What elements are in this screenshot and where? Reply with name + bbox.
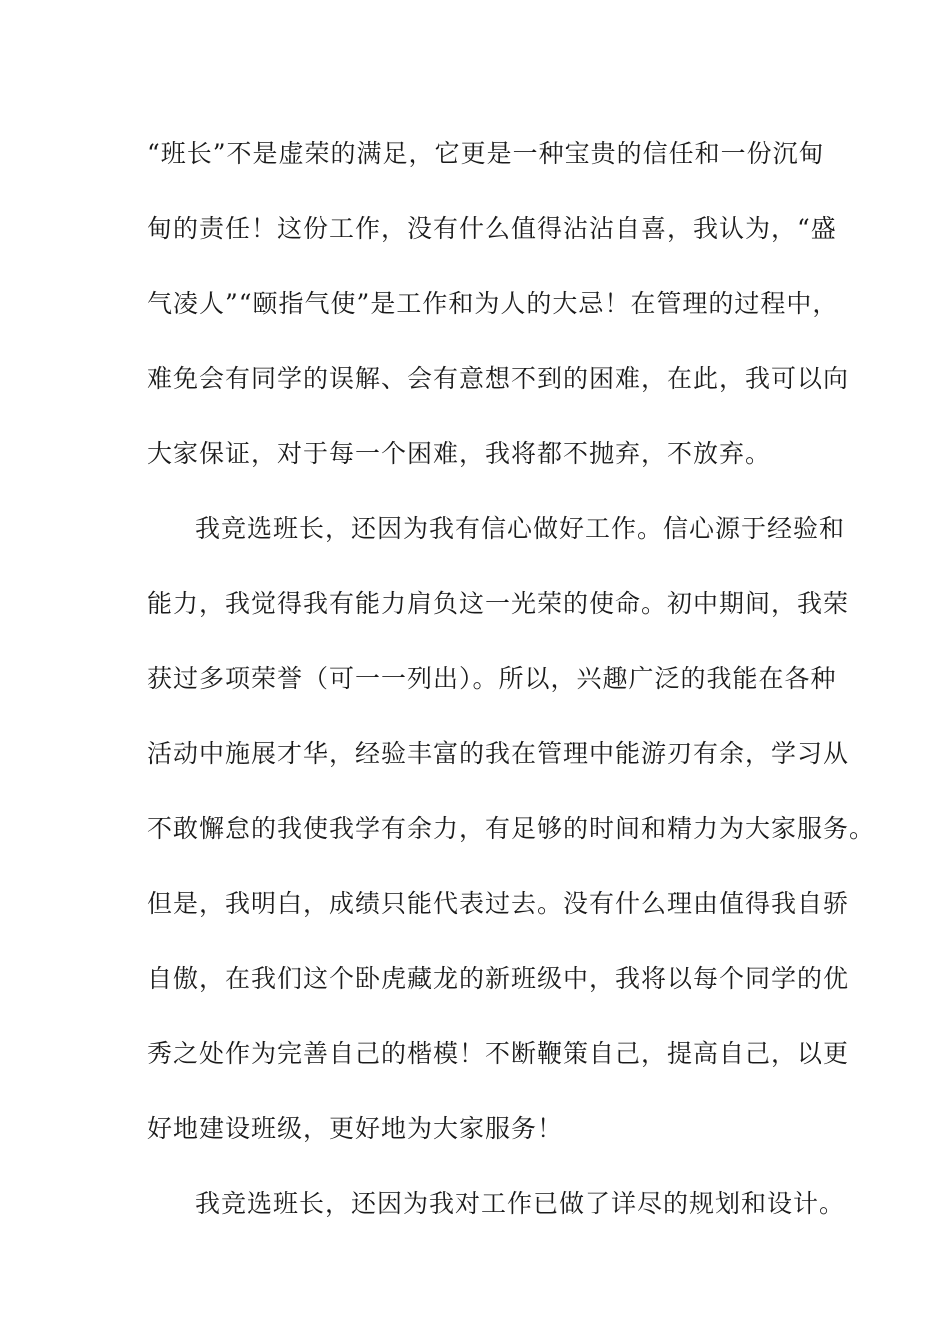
text-line-12: 自傲，在我们这个卧虎藏龙的新班级中，我将以每个同学的优 xyxy=(147,964,850,993)
text-line-15: 我竞选班长，还因为我对工作已做了详尽的规划和设计。 xyxy=(195,1189,846,1218)
text-line-2: 甸的责任！这份工作，没有什么值得沾沾自喜，我认为，“盛 xyxy=(147,214,837,243)
text-line-13: 秀之处作为完善自己的楷模！不断鞭策自己，提高自己，以更 xyxy=(147,1039,850,1068)
text-line-7: 能力，我觉得我有能力肩负这一光荣的使命。初中期间，我荣 xyxy=(147,589,850,618)
text-line-11: 但是，我明白，成绩只能代表过去。没有什么理由值得我自骄 xyxy=(147,889,850,918)
text-line-4: 难免会有同学的误解、会有意想不到的困难，在此，我可以向 xyxy=(147,364,850,393)
text-line-5: 大家保证，对于每一个困难，我将都不抛弃，不放弃。 xyxy=(147,439,772,468)
text-line-14: 好地建设班级，更好地为大家服务！ xyxy=(147,1114,564,1143)
text-line-10: 不敢懈怠的我使我学有余力，有足够的时间和精力为大家服务。 xyxy=(147,814,876,843)
text-line-6: 我竞选班长，还因为我有信心做好工作。信心源于经验和 xyxy=(195,514,846,543)
text-line-9: 活动中施展才华，经验丰富的我在管理中能游刃有余，学习从 xyxy=(147,739,850,768)
text-line-8: 获过多项荣誉（可一一列出）。所以，兴趣广泛的我能在各种 xyxy=(147,664,837,693)
text-line-3: 气凌人”“颐指气使”是工作和为人的大忌！在管理的过程中， xyxy=(147,289,839,318)
text-line-1: “班长”不是虚荣的满足，它更是一种宝贵的信任和一份沉甸 xyxy=(147,139,825,168)
document-body xyxy=(147,134,876,1259)
